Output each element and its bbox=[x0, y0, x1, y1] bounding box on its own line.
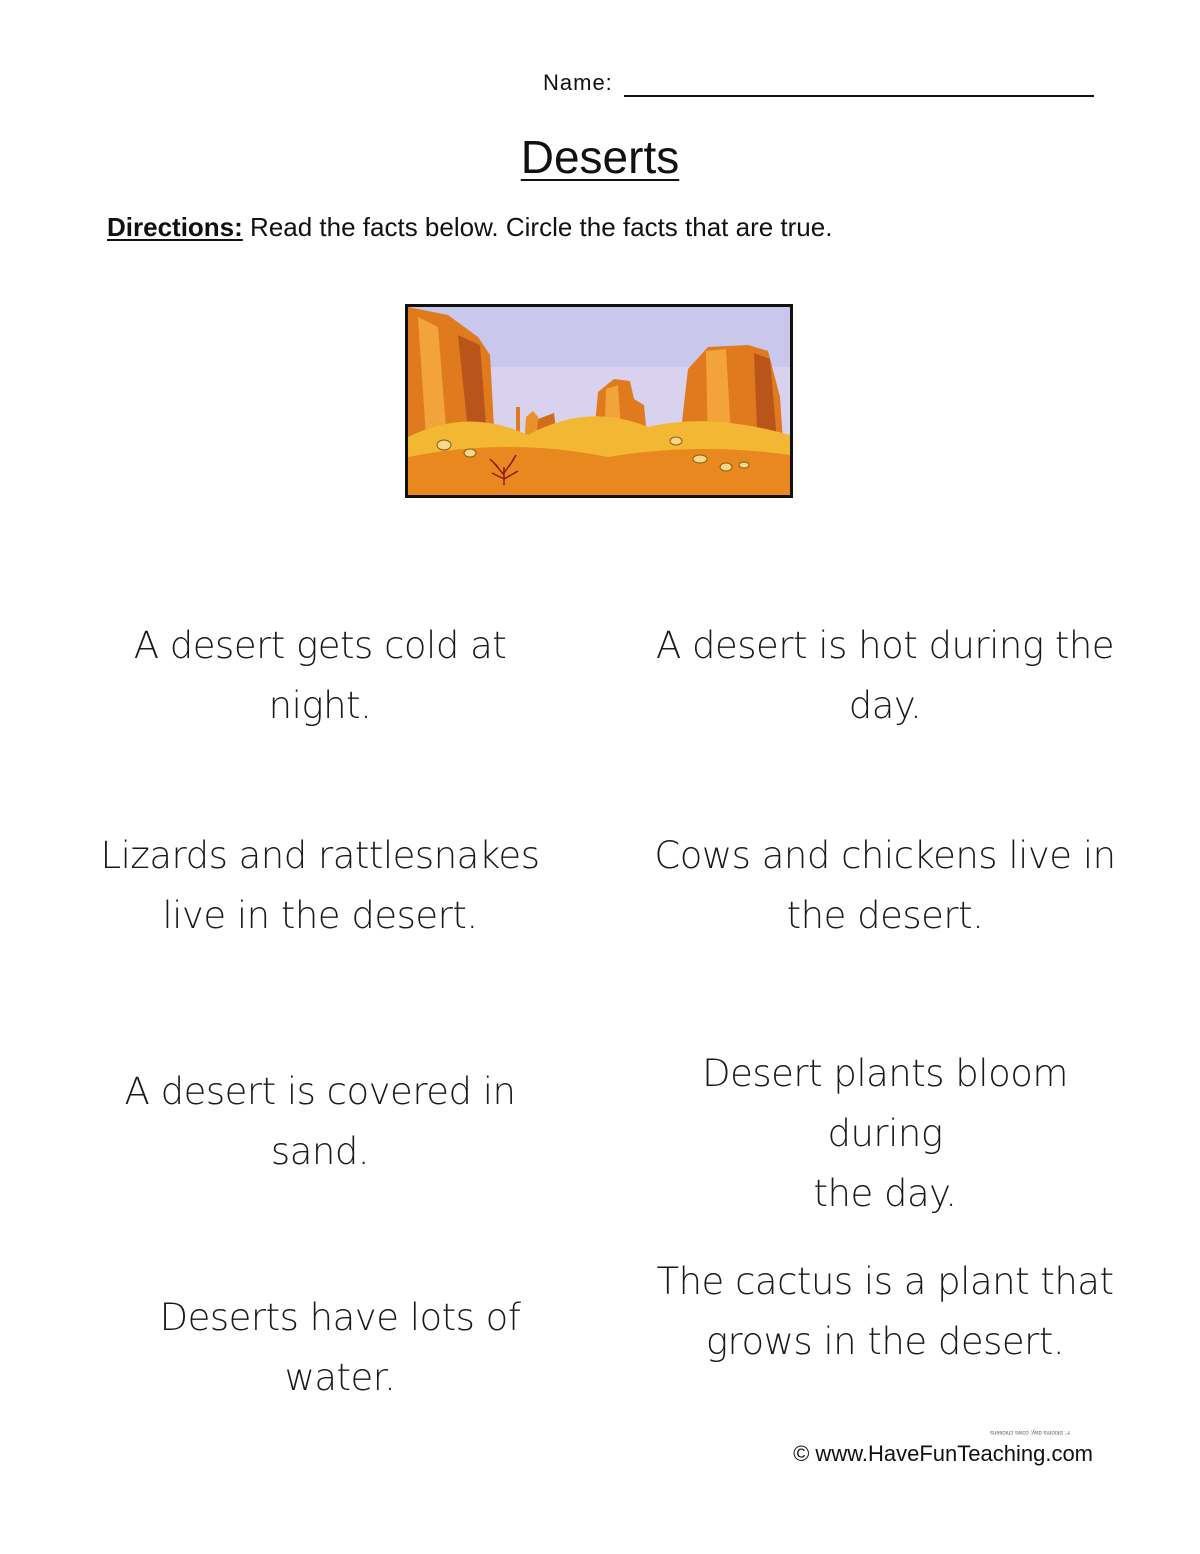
fact-line: Desert plants bloom during bbox=[702, 1052, 1068, 1155]
copyright-text: © www.HaveFunTeaching.com bbox=[793, 1441, 1093, 1466]
directions bbox=[107, 212, 832, 243]
fact-line: The cactus is a plant that bbox=[656, 1260, 1114, 1303]
fact-line: A desert is covered in sand. bbox=[124, 1070, 516, 1173]
fact-item[interactable] bbox=[645, 826, 1125, 946]
fact-item[interactable] bbox=[80, 616, 560, 736]
fact-line: the day. bbox=[813, 1172, 957, 1215]
directions-text: Read the facts below. Circle the facts that are true. bbox=[242, 212, 833, 242]
fact-line: Deserts have lots of water. bbox=[159, 1296, 521, 1399]
fact-line: grows in the desert. bbox=[705, 1320, 1065, 1363]
fact-line: A desert is hot during the bbox=[655, 624, 1115, 667]
fact-item[interactable] bbox=[645, 1044, 1125, 1224]
fact-item[interactable] bbox=[645, 1252, 1125, 1372]
fact-line: Lizards and rattlesnakes bbox=[100, 834, 540, 877]
fact-item[interactable] bbox=[80, 1062, 560, 1182]
directions-label: Directions: bbox=[107, 212, 243, 242]
fact-line: day. bbox=[848, 684, 922, 727]
name-label: Name: bbox=[543, 70, 613, 95]
desert-landscape-illustration bbox=[405, 304, 793, 498]
fact-line: Cows and chickens live in bbox=[654, 834, 1116, 877]
fact-item[interactable] bbox=[80, 826, 560, 946]
fact-line: live in the desert. bbox=[162, 894, 478, 937]
answer-key: F: blooms day; cows chickens bbox=[990, 1429, 1070, 1435]
fact-item[interactable] bbox=[100, 1288, 580, 1408]
fact-line: A desert gets cold at night. bbox=[133, 624, 507, 727]
fact-item[interactable] bbox=[645, 616, 1125, 736]
fact-line: the desert. bbox=[786, 894, 984, 937]
name-field-line[interactable] bbox=[624, 95, 1094, 97]
worksheet-title: Deserts bbox=[520, 131, 680, 183]
